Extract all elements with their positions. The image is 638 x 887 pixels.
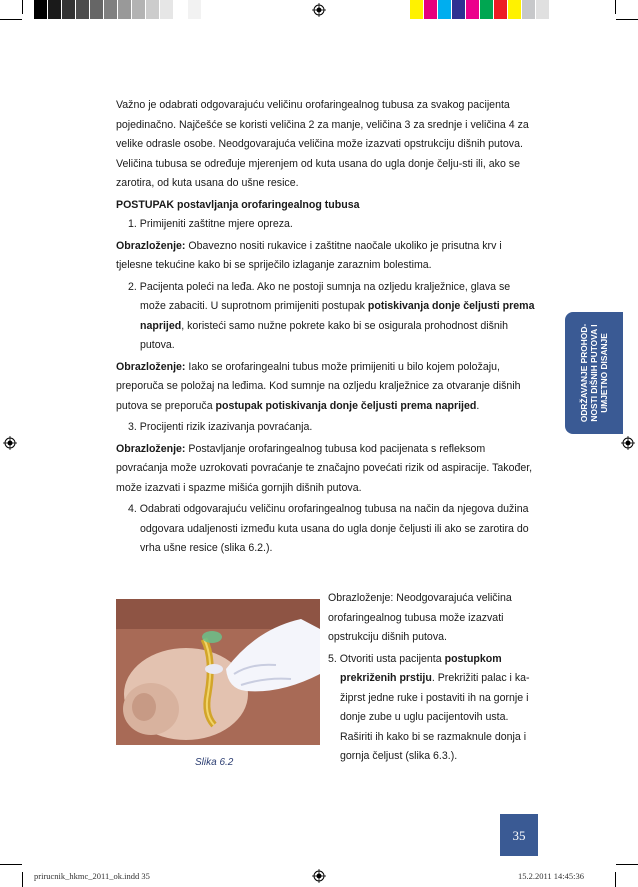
chapter-side-tab [565,312,623,434]
registration-mark-icon [312,869,326,883]
color-swatch [188,0,202,19]
slug-filename: prirucnik_hkmc_2011_ok.indd 35 [34,871,150,881]
color-swatch [118,0,132,19]
rationale-2-text: Iako se orofaringealni tubus može primijeniti u bilo kojem položaju, preporuča se položaj na leđima. Kod sumnje na ozljedu kralježnice za otvaranje dišnih putova se preporuča [116,360,521,412]
figure-photo [116,599,320,745]
color-swatch [508,0,522,19]
rationale-1 [116,237,536,276]
right-column-text [328,589,540,767]
crop-mark [22,0,23,14]
registration-mark-icon [3,436,17,450]
gray-color-bar [34,0,202,19]
color-swatch [536,0,550,19]
step-2-bold: potiskivanja donje čeljusti prema naprijed [140,300,535,332]
slug-timestamp: 15.2.2011 14:45:36 [518,871,585,881]
color-swatch [424,0,438,19]
step-4: 4. Odabrati odgovarajuću veličinu orofaringealnog tubusa na način da njegova dužina odgovara udaljenosti između kuta usana do ugla donje čeljusti ili ako se zarotira do vrha ušne resice (slika 6.2.). [128,503,529,554]
crop-mark [0,864,22,865]
rationale-1-text: Obavezno nositi rukavice i zaštitne naočale ukoliko je prisutna krv i tjelesne tekućine kako bi se spriječilo izlaganje zaraznim bolestima. [116,239,502,271]
step-2-rest: , koristeći samo nužne pokrete kako bi se osigurala prohodnost dišnih putova. [140,319,509,351]
registration-mark-icon [621,436,635,450]
procedure-heading: POSTUPAK postavljanja orofaringealnog tubusa [116,198,360,211]
registration-mark-icon [312,3,326,17]
rationale-3-text: Postavljanje orofaringealnog tubusa kod pacijenata s refleksom povraćanja može uzrokovati povraćanje te značajno povećati rizik od aspiracije. Također, može izazvati i spazme mišića gornjih dišnih putova. [116,442,533,494]
crop-mark [0,19,22,20]
page-number: 35 [512,828,526,843]
rationale-label: Obrazloženje: [116,442,186,455]
color-swatch [410,0,424,19]
step-5 [328,650,540,767]
color-swatch [494,0,508,19]
color-swatch [34,0,48,19]
color-bar [410,0,550,19]
crop-mark [616,19,638,20]
crop-mark [615,872,616,887]
main-text [116,96,536,559]
crop-mark [22,872,23,887]
color-swatch [174,0,188,19]
rationale-2-end: . [476,399,480,412]
rationale-2 [116,358,536,417]
rationale-label: Obrazloženje: [116,360,186,373]
right-rationale: Obrazloženje: Neodgovarajuća veličina orofaringealnog tubusa može izazvati opstrukciju dišnih putova. [328,592,512,643]
color-swatch [62,0,76,19]
color-swatch [76,0,90,19]
chapter-side-tab-label: ODRŽAVANJE PROHOD-NOSTI DIŠNIH PUTOVA I UMJETNO DISANJE [579,323,609,423]
rationale-3 [116,440,536,499]
color-swatch [466,0,480,19]
step-5-rest: . Prekrižiti palac i ka-žiprst jedne ruke i postaviti ih na gornje i donje zube u uglu pacijentovih usta. Raširiti ih kako bi se razmaknule donja i gornja čeljust (slika 6.3.). [340,672,530,762]
color-swatch [522,0,536,19]
page-number-box [500,814,538,856]
color-swatch [438,0,452,19]
color-swatch [146,0,160,19]
step-5-bold: postupkom prekriženih prstiju [340,652,502,684]
intro-paragraph: Važno je odabrati odgovarajuću veličinu orofaringealnog tubusa za svakog pacijenta pojedinačno. Najčešće se koristi veličina 2 za manje, veličina 3 za srednje i veličina 4 za velike odrasle osobe. Neodgovarajuća veličina može izazvati opstrukciju dišnih putova. Veličina tubusa se određuje mjerenjem od kuta usana do ugla donje čelju-sti ili, ako se zarotira, od kuta usana do ušne resice. [116,99,529,189]
color-swatch [48,0,62,19]
color-swatch [452,0,466,19]
color-swatch [132,0,146,19]
crop-mark [615,0,616,14]
step-1: 1. Primijeniti zaštitne mjere opreza. [128,218,293,230]
color-swatch [480,0,494,19]
rationale-label: Obrazloženje: [116,239,186,252]
mannequin-airway-image [116,599,320,745]
step-3: 3. Procijenti rizik izazivanja povraćanja. [128,421,313,433]
step-5-text: 5. Otvoriti usta pacijenta [328,652,445,665]
figure-caption: Slika 6.2 [195,757,234,768]
crop-mark [616,864,638,865]
rationale-2-bold: postupak potiskivanja donje čeljusti prema naprijed [215,399,477,412]
color-swatch [90,0,104,19]
step-2 [116,278,536,356]
color-swatch [160,0,174,19]
color-swatch [104,0,118,19]
step-2-text: 2. Pacijenta poleći na leđa. Ako ne postoji sumnja na ozljedu kralježnice, glava se može zabaciti. U suprotnom primijeniti postupak [128,280,511,312]
